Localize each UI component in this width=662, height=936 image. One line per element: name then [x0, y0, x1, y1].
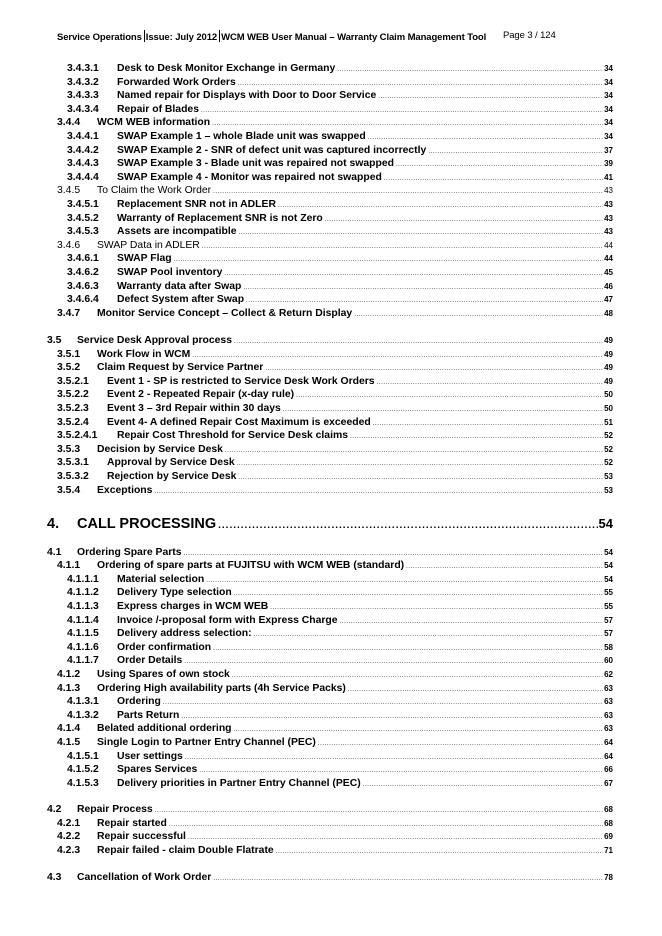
toc-entry[interactable] — [57, 484, 613, 500]
toc-entry-title: SWAP Flag — [117, 253, 172, 265]
header-doc-part: Service Operations — [57, 32, 142, 43]
toc-chapter-entry[interactable] — [47, 515, 613, 535]
toc-entry-number: 3.4.5.1 — [67, 199, 99, 210]
toc-entry-title: Belated additional ordering — [97, 723, 232, 735]
toc-entry-number: 4.1.1.6 — [67, 641, 99, 653]
toc-entry-number: 3.4.3.2 — [67, 76, 99, 88]
toc-entry-page: 43 — [604, 200, 613, 209]
toc-entry-number: 3.4.4 — [57, 117, 81, 129]
toc-entry-page: 34 — [604, 118, 613, 128]
toc-entry-page: 44 — [604, 254, 613, 264]
toc-entry-title: Service Desk Approval process — [77, 335, 232, 346]
toc-entry-title: WCM WEB information — [97, 117, 211, 129]
toc-entry-page: 34 — [604, 132, 613, 141]
toc-entry-page: 58 — [604, 642, 613, 652]
toc-entry-title: Order Details — [117, 655, 183, 667]
toc-entry-title: Material selection — [117, 573, 205, 585]
toc-entry-title: Event 4- A defined Repair Cost Maximum is exceeded — [107, 416, 371, 428]
toc-entry-title: Spares Services — [117, 764, 198, 776]
toc-entry[interactable] — [47, 871, 613, 887]
toc-entry-number: 4.1.1.2 — [67, 587, 99, 599]
toc-entry-page: 66 — [604, 765, 613, 775]
toc-entry-page: 34 — [604, 91, 613, 101]
toc-entry-number: 3.4.6.1 — [67, 253, 99, 265]
toc-entry-page: 63 — [604, 683, 613, 693]
toc-entry-number: 4. — [47, 516, 60, 532]
toc-entry-number: 3.4.4.1 — [67, 131, 99, 142]
toc-entry-number: 3.4.5 — [57, 185, 81, 197]
toc-entry-title: Monitor Service Concept – Collect & Return Display — [97, 307, 353, 319]
toc-entry-title: User settings — [117, 750, 183, 762]
toc-entry-title: SWAP Example 4 - Monitor was repaired not swapped — [117, 171, 382, 183]
toc-entry-page: 71 — [604, 845, 613, 855]
toc-entry-page: 52 — [604, 444, 613, 454]
toc-entry-title: Repair failed - claim Double Flatrate — [97, 844, 274, 856]
toc-entry[interactable] — [57, 844, 613, 860]
toc-entry-title: Invoice /-proposal form with Express Charge — [117, 614, 338, 626]
toc-entry-page: 53 — [604, 472, 613, 481]
toc-entry-title: Express charges in WCM WEB — [117, 601, 269, 612]
toc-leader — [154, 486, 603, 500]
toc-entry-page: 41 — [604, 172, 613, 182]
toc-entry-page: 63 — [604, 724, 613, 734]
toc-entry-page: 43 — [604, 227, 613, 237]
toc-entry-number: 3.5.2 — [57, 362, 81, 374]
toc-entry-title: Defect System after Swap — [117, 294, 245, 306]
toc-entry-number: 4.2.1 — [57, 817, 81, 829]
toc-entry-page: 44 — [604, 240, 613, 250]
header-title: WCM WEB User Manual – Warranty Claim Management Tool — [221, 32, 487, 43]
toc-entry-page: 34 — [604, 77, 613, 87]
toc-entry-page: 49 — [604, 363, 613, 373]
toc-entry-page: 55 — [604, 588, 613, 598]
toc-entry-number: 3.4.6 — [57, 239, 81, 251]
toc-entry-number: 4.1.5.1 — [67, 750, 99, 762]
toc-entry-number: 4.1.3 — [57, 682, 81, 694]
toc-entry-page: 34 — [604, 104, 613, 114]
toc-entry-page: 62 — [604, 670, 613, 679]
toc-entry-page: 68 — [604, 818, 613, 828]
toc-entry-title: Decision by Service Desk — [97, 443, 223, 455]
toc-entry-title: Repair successful — [97, 831, 186, 843]
toc-entry-title: Ordering Spare Parts — [77, 546, 182, 558]
toc-entry-page: 49 — [604, 376, 613, 386]
toc-entry-title: Named repair for Displays with Door to Door Service — [117, 90, 377, 102]
toc-entry-title: Exceptions — [97, 484, 153, 496]
toc-entry-number: 3.4.5.2 — [67, 212, 99, 224]
toc-entry-number: 4.1.1.3 — [67, 601, 99, 612]
toc-entry-page: 64 — [604, 738, 613, 747]
toc-entry-number: 4.1.5 — [57, 737, 81, 748]
toc-entry-number: 3.4.7 — [57, 307, 81, 319]
toc-entry-page: 51 — [604, 417, 613, 427]
toc-entry-number: 3.5.2.2 — [57, 389, 89, 401]
toc-entry-number: 3.5.1 — [57, 348, 81, 360]
toc-entry-title: Using Spares of own stock — [97, 669, 230, 680]
toc-entry-page: 54 — [598, 516, 613, 531]
toc-entry-title: Replacement SNR not in ADLER — [117, 199, 276, 210]
toc-leader — [213, 873, 603, 887]
toc-entry-title: Rejection by Service Desk — [107, 471, 237, 482]
toc-entry-number: 4.1.1.5 — [67, 628, 99, 640]
toc-entry-number: 3.4.6.2 — [67, 267, 99, 278]
toc-entry-number: 4.1.3.2 — [67, 709, 99, 721]
toc-entry-page: 67 — [604, 778, 613, 788]
toc-entry-page: 34 — [604, 64, 613, 73]
toc-entry-title: Claim Request by Service Partner — [97, 362, 264, 374]
header-page-number: Page 3 / 124 — [503, 30, 556, 41]
toc-entry-title: Ordering High availability parts (4h Service Packs) — [97, 682, 346, 694]
toc-entry-number: 4.2.2 — [57, 831, 81, 843]
toc-entry-page: 49 — [604, 349, 613, 359]
toc-entry-page: 43 — [604, 186, 613, 196]
toc-leader — [363, 779, 603, 793]
toc-entry-page: 54 — [604, 561, 613, 571]
toc-entry-number: 4.1.1.4 — [67, 614, 99, 626]
toc-entry-page: 55 — [604, 602, 613, 611]
toc-entry-page: 57 — [604, 615, 613, 625]
toc-entry-title: CALL PROCESSING — [77, 516, 217, 532]
toc-entry-page: 63 — [604, 710, 613, 720]
toc-entry-title: SWAP Data in ADLER — [97, 239, 200, 251]
toc-entry-number: 3.5.3.1 — [57, 457, 89, 469]
toc-entry-number: 4.1.4 — [57, 723, 81, 735]
toc-entry-title: Delivery address selection: — [117, 628, 252, 640]
toc-entry-page: 37 — [604, 145, 613, 155]
toc-entry-title: Repair Process — [77, 804, 153, 815]
toc-entry-title: Event 3 – 3rd Repair within 30 days — [107, 403, 281, 414]
toc-entry-page: 48 — [604, 308, 613, 318]
toc-entry-title: Warranty data after Swap — [117, 280, 242, 292]
toc-entry-number: 4.1.1.1 — [67, 573, 99, 585]
page-header — [57, 30, 556, 43]
toc-entry-title: Ordering of spare parts at FUJITSU with WCM WEB (standard) — [97, 560, 405, 572]
toc-entry-page: 50 — [604, 390, 613, 400]
toc-entry-number: 3.4.4.3 — [67, 158, 99, 170]
toc-entry-title: Ordering — [117, 696, 161, 708]
toc-entry-number: 3.4.5.3 — [67, 226, 99, 238]
toc-entry-number: 4.1.3.1 — [67, 696, 99, 708]
toc-entry-page: 64 — [604, 751, 613, 761]
toc-entry-page: 53 — [604, 485, 613, 495]
toc-entry-page: 54 — [604, 547, 613, 557]
toc-entry-number: 3.4.3.3 — [67, 90, 99, 102]
toc-entry-number: 3.5.3.2 — [57, 471, 89, 482]
toc-entry-title: Single Login to Partner Entry Channel (PEC) — [97, 737, 316, 748]
header-separator — [144, 30, 145, 42]
toc-entry-number: 3.5 — [47, 335, 62, 346]
toc-leader — [354, 309, 603, 323]
toc-entry-title: Forwarded Work Orders — [117, 76, 236, 88]
toc-entry-title: Repair of Blades — [117, 103, 199, 115]
toc-entry-page: 50 — [604, 404, 613, 413]
toc-entry-title: Approval by Service Desk — [107, 457, 235, 469]
toc-entry-page: 52 — [604, 458, 613, 468]
toc-entry-title: SWAP Example 1 – whole Blade unit was swapped — [117, 131, 366, 142]
toc-entry-number: 4.1.2 — [57, 669, 81, 680]
toc-entry-title: Work Flow in WCM — [97, 348, 191, 360]
toc-entry-page: 46 — [604, 281, 613, 291]
toc-entry-number: 3.5.2.1 — [57, 375, 89, 387]
toc-entry-title: Order confirmation — [117, 641, 212, 653]
toc-entry-title: Repair Cost Threshold for Service Desk claims — [117, 430, 348, 442]
toc-entry-page: 52 — [604, 431, 613, 441]
header-issue: Issue: July 2012 — [145, 32, 218, 43]
toc-leader — [276, 846, 603, 860]
header-separator — [219, 30, 220, 42]
toc-entry-number: 3.4.3.4 — [67, 103, 99, 115]
toc-entry-page: 63 — [604, 697, 613, 707]
toc-entry[interactable] — [67, 777, 613, 793]
toc-entry-number: 3.5.3 — [57, 443, 81, 455]
toc-entry-page: 39 — [604, 159, 613, 169]
toc-leader — [218, 517, 597, 535]
toc-entry-page: 60 — [604, 656, 613, 666]
toc-entry-page: 49 — [604, 336, 613, 345]
toc-entry-number: 4.1.5.3 — [67, 777, 99, 789]
toc-entry-number: 3.4.6.3 — [67, 280, 99, 292]
toc-entry-number: 3.5.2.3 — [57, 403, 89, 414]
toc-entry-title: Desk to Desk Monitor Exchange in Germany — [117, 63, 336, 74]
toc-entry-title: SWAP Pool inventory — [117, 267, 223, 278]
toc-entry-number: 3.4.4.2 — [67, 144, 99, 156]
toc-entry-number: 4.1 — [47, 546, 62, 558]
toc-entry-page: 47 — [604, 295, 613, 305]
toc-entry-number: 3.5.2.4 — [57, 416, 89, 428]
toc-entry-page: 45 — [604, 268, 613, 277]
toc-entry-number: 4.2.3 — [57, 844, 81, 856]
toc-entry-page: 78 — [604, 873, 613, 882]
toc-entry-title: To Claim the Work Order — [97, 185, 212, 197]
toc-entry-number: 3.5.4 — [57, 484, 81, 496]
toc-entry-number: 4.3 — [47, 872, 62, 883]
toc-entry-page: 69 — [604, 832, 613, 842]
toc-entry-title: Event 1 - SP is restricted to Service Desk Work Orders — [107, 375, 375, 387]
toc-entry-title: Parts Return — [117, 709, 180, 721]
toc-entry-title: SWAP Example 3 - Blade unit was repaired not swapped — [117, 158, 394, 170]
toc-entry-title: Repair started — [97, 817, 167, 829]
toc-entry-number: 3.5.2.4.1 — [57, 430, 98, 442]
toc-entry-number: 4.1.1 — [57, 560, 81, 572]
toc-entry-page: 54 — [604, 574, 613, 584]
toc-entry-title: SWAP Example 2 - SNR of defect unit was captured incorrectly — [117, 144, 427, 156]
toc-entry-title: Event 2 - Repeated Repair (x-day rule) — [107, 389, 295, 401]
toc-entry[interactable] — [57, 307, 613, 323]
toc-entry-title: Assets are incompatible — [117, 226, 237, 238]
toc-entry-title: Delivery Type selection — [117, 587, 232, 599]
toc-entry-page: 57 — [604, 629, 613, 639]
toc-entry-number: 4.2 — [47, 804, 62, 815]
toc-entry-page: 68 — [604, 805, 613, 814]
toc-entry-number: 4.1.1.7 — [67, 655, 99, 667]
toc-entry-page: 43 — [604, 213, 613, 223]
toc-entry-title: Warranty of Replacement SNR is not Zero — [117, 212, 323, 224]
toc-entry-number: 4.1.5.2 — [67, 764, 99, 776]
toc-entry-number: 3.4.3.1 — [67, 63, 99, 74]
toc-entry-number: 3.4.6.4 — [67, 294, 99, 306]
toc-entry-title: Cancellation of Work Order — [77, 872, 212, 883]
toc-entry-number: 3.4.4.4 — [67, 171, 99, 183]
toc-entry-title: Delivery priorities in Partner Entry Channel (PEC) — [117, 777, 361, 789]
